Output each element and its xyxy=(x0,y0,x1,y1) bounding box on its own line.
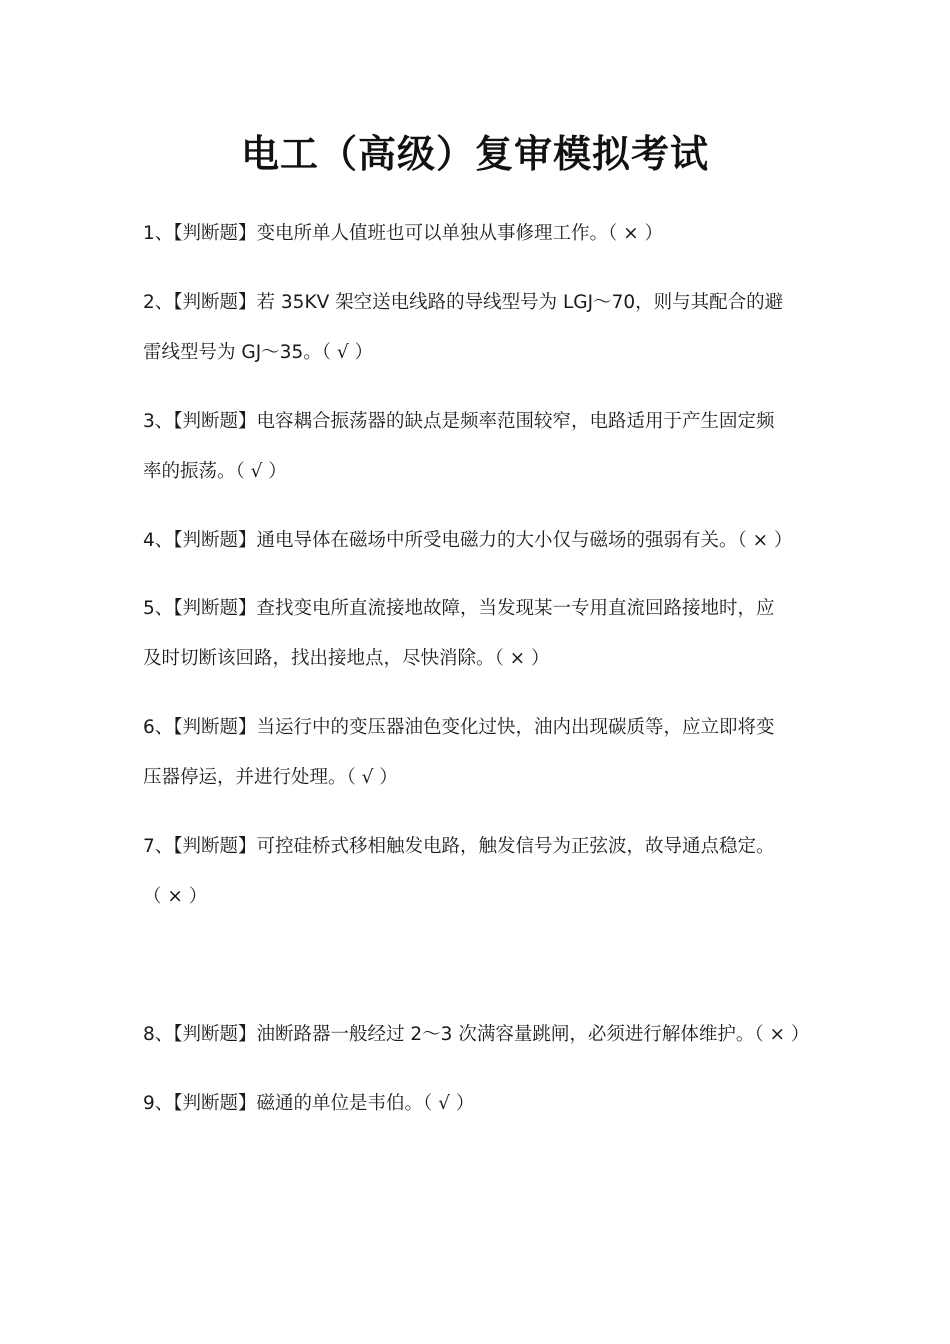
question-6 xyxy=(143,703,813,803)
question-5-line-1: 5、【判断题】查找变电所直流接地故障，当发现某一专用直流回路接地时，应 xyxy=(143,598,775,619)
page-title: 电工（高级）复审模拟考试 xyxy=(240,132,709,176)
question-4 xyxy=(143,516,813,566)
question-1 xyxy=(143,209,813,259)
question-3-line-2: 率的振荡。（ √ ） xyxy=(143,461,287,482)
question-8 xyxy=(143,1010,813,1060)
question-5-line-2: 及时切断该回路，找出接地点，尽快消除。（ × ） xyxy=(143,648,550,669)
question-3 xyxy=(143,397,813,497)
question-6-line-1: 6、【判断题】当运行中的变压器油色变化过快，油内出现碳质等，应立即将变 xyxy=(143,717,775,738)
question-8-line-1: 8、【判断题】油断路器一般经过 2～3 次满容量跳闸，必须进行解体维护。（ × ） xyxy=(143,1024,810,1045)
question-6-line-2: 压器停运，并进行处理。（ √ ） xyxy=(143,767,398,788)
question-2 xyxy=(143,278,813,378)
question-2-line-2: 雷线型号为 GJ～35。（ √ ） xyxy=(143,342,374,363)
question-7-line-1: 7、【判断题】可控硅桥式移相触发电路，触发信号为正弦波，故导通点稳定。 xyxy=(143,836,775,857)
question-4-line-1: 4、【判断题】通电导体在磁场中所受电磁力的大小仅与磁场的强弱有关。（ × ） xyxy=(143,530,793,551)
question-7 xyxy=(143,822,813,922)
question-2-line-1: 2、【判断题】若 35KV 架空送电线路的导线型号为 LGJ～70，则与其配合的避 xyxy=(143,292,784,313)
question-3-line-1: 3、【判断题】电容耦合振荡器的缺点是频率范围较窄，电路适用于产生固定频 xyxy=(143,411,775,432)
question-5 xyxy=(143,584,813,684)
question-7-line-2: （ × ） xyxy=(143,886,208,907)
question-9-line-1: 9、【判断题】磁通的单位是韦伯。（ √ ） xyxy=(143,1093,475,1114)
question-1-line-1: 1、【判断题】变电所单人值班也可以单独从事修理工作。（ × ） xyxy=(143,223,664,244)
question-9 xyxy=(143,1079,813,1129)
